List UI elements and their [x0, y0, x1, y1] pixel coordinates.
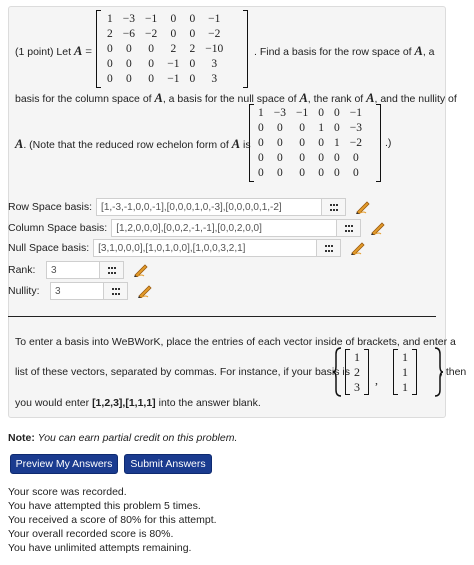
- matrix-cell: 0: [277, 121, 283, 134]
- example-basis: [333, 346, 443, 398]
- matrix-cell: 0: [258, 151, 264, 164]
- row-space-label: Row Space basis:: [8, 201, 93, 213]
- matrix-cell: 0: [126, 42, 132, 55]
- equals-sign: =: [85, 44, 93, 58]
- matrix-cell: −1: [208, 12, 221, 25]
- null-space-label: Null Space basis:: [8, 242, 90, 254]
- matrix-cell: 0: [277, 151, 283, 164]
- null-space-input[interactable]: [3,1,0,0,0],[1,0,1,0,0],[1,0,0,3,2,1]: [93, 239, 317, 257]
- matrix-cell: 0: [353, 151, 359, 164]
- matrix-cell: 0: [107, 42, 113, 55]
- status-line: Your overall recorded score is 80%.: [8, 528, 174, 540]
- matrix-cell: −3: [122, 12, 135, 25]
- problem-text-1: . Find a basis for the row space of: [254, 46, 412, 58]
- pencil-icon[interactable]: [136, 284, 154, 298]
- nullity-matrix-button[interactable]: [104, 282, 128, 300]
- matrix-cell: 0: [334, 151, 340, 164]
- grid-icon: [112, 288, 120, 295]
- pencil-icon[interactable]: [349, 241, 367, 255]
- matrix-cell: −6: [122, 27, 135, 40]
- rref-right-bracket: [376, 104, 381, 182]
- matrix-cell: 0: [318, 151, 324, 164]
- instructions-line1: To enter a basis into WeBWorK, place the entries of each vector inside of brackets, and enter a: [15, 336, 456, 348]
- var-a: A: [414, 44, 423, 58]
- col-space-label: Column Space basis:: [8, 222, 108, 234]
- matrix-a: [96, 10, 248, 88]
- grid-icon: [345, 225, 353, 232]
- row-space-matrix-button[interactable]: [322, 198, 346, 216]
- matrix-cell: 0: [318, 136, 324, 149]
- matrix-cell: 0: [277, 136, 283, 149]
- example-vector-1: 1 2 3: [345, 349, 369, 395]
- row-space-row: [8, 197, 372, 217]
- matrix-cell: 3: [211, 57, 218, 70]
- matrix-cell: 1: [107, 12, 113, 25]
- matrix-cell: 0: [126, 72, 132, 85]
- matrix-cell: 0: [148, 57, 154, 70]
- matrix-cell: 0: [299, 166, 305, 179]
- rref-table: [253, 105, 367, 180]
- col-space-input[interactable]: [1,2,0,0,0],[0,0,2,-1,-1],[0,0,2,0,0]: [111, 219, 337, 237]
- problem-text-2a: basis for the column space of: [15, 93, 152, 105]
- problem-line1-end: [254, 44, 435, 59]
- note: [8, 432, 237, 444]
- problem-line3-end: .): [385, 137, 392, 149]
- pencil-icon[interactable]: [132, 263, 150, 277]
- var-a: A: [366, 91, 375, 105]
- matrix-cell: 0: [334, 121, 340, 134]
- matrix-cell: 0: [334, 106, 340, 119]
- grid-icon: [108, 267, 116, 274]
- instructions-line3: you would enter [1,2,3],[1,1,1] into the answer blank.: [15, 397, 261, 409]
- matrix-cell: −2: [208, 27, 221, 40]
- note-label: Note:: [8, 432, 35, 444]
- matrix-cell: 1: [318, 121, 324, 134]
- null-space-matrix-button[interactable]: [317, 239, 341, 257]
- matrix-cell: 0: [170, 12, 177, 25]
- matrix-cell: −1: [145, 12, 158, 25]
- rank-matrix-button[interactable]: [100, 261, 124, 279]
- note-text: You can earn partial credit on this problem.: [37, 432, 238, 444]
- matrix-cell: −1: [349, 106, 362, 119]
- problem-text-1b: , a: [422, 46, 435, 58]
- problem-line2: [15, 91, 457, 106]
- matrix-cell: 0: [258, 121, 264, 134]
- matrix-cell: −1: [296, 106, 309, 119]
- null-space-row: [8, 238, 367, 258]
- score-status: [8, 485, 217, 555]
- nullity-input[interactable]: 3: [50, 282, 104, 300]
- grid-icon: [325, 245, 333, 252]
- matrix-cell: 1: [334, 136, 340, 149]
- nullity-row: [8, 281, 154, 301]
- matrix-cell: 0: [170, 27, 177, 40]
- preview-answers-button[interactable]: Preview My Answers: [10, 454, 118, 474]
- problem-intro: [15, 44, 92, 59]
- problem-text-3b: is: [242, 139, 251, 151]
- matrix-cell: 0: [318, 166, 324, 179]
- matrix-cell: 0: [189, 12, 196, 25]
- problem-text-2b: , a basis for the null space of: [162, 93, 297, 105]
- col-space-row: [8, 218, 387, 238]
- matrix-cell: −10: [205, 42, 224, 55]
- status-line: You have attempted this problem 5 times.: [8, 500, 201, 512]
- row-space-input[interactable]: [1,-3,-1,0,0,-1],[0,0,0,1,0,-3],[0,0,0,0,1,-2]: [96, 198, 322, 216]
- var-a: A: [73, 44, 83, 58]
- instructions-line2: list of these vectors, separated by commas. For instance, if your basis is: [15, 366, 350, 378]
- matrix-cell: 0: [318, 106, 324, 119]
- matrix-cell: −2: [349, 136, 362, 149]
- rank-row: [8, 260, 150, 280]
- matrix-a-left-bracket: [96, 10, 101, 88]
- submit-answers-button[interactable]: Submit Answers: [124, 454, 212, 474]
- status-line: You have unlimited attempts remaining.: [8, 542, 192, 554]
- matrix-cell: 2: [170, 42, 177, 55]
- matrix-cell: 3: [211, 72, 218, 85]
- matrix-cell: −2: [145, 27, 158, 40]
- example-comma: ,: [375, 373, 378, 387]
- problem-line3: [15, 137, 251, 152]
- matrix-cell: 0: [189, 72, 196, 85]
- status-line: You received a score of 80% for this attempt.: [8, 514, 217, 526]
- var-a: A: [299, 91, 308, 105]
- matrix-cell: −1: [167, 57, 180, 70]
- problem-text-2d: , and the nullity of: [374, 93, 457, 105]
- var-a: A: [15, 137, 24, 151]
- matrix-cell: 0: [189, 27, 196, 40]
- matrix-cell: 2: [189, 42, 196, 55]
- problem-text-3a: . (Note that the reduced row echelon form of: [23, 139, 229, 151]
- problem-text-2c: , the rank of: [307, 93, 364, 105]
- matrix-cell: −1: [167, 72, 180, 85]
- divider: [8, 316, 436, 317]
- matrix-cell: 0: [353, 166, 359, 179]
- points-text: (1 point) Let: [15, 46, 72, 58]
- grid-icon: [330, 204, 338, 211]
- var-a: A: [154, 91, 163, 105]
- matrix-cell: 0: [299, 151, 305, 164]
- matrix-cell: 1: [258, 106, 264, 119]
- matrix-cell: 0: [107, 57, 113, 70]
- matrix-cell: −3: [349, 121, 362, 134]
- matrix-cell: 0: [148, 42, 154, 55]
- matrix-cell: 2: [107, 27, 113, 40]
- instructions-then: , then: [440, 366, 467, 378]
- matrix-cell: 0: [148, 72, 154, 85]
- status-line: Your score was recorded.: [8, 486, 127, 498]
- pencil-icon[interactable]: [369, 221, 387, 235]
- matrix-cell: 0: [258, 136, 264, 149]
- matrix-cell: 0: [299, 121, 305, 134]
- matrix-cell: 0: [334, 166, 340, 179]
- nullity-label: Nullity:: [8, 285, 40, 297]
- matrix-cell: −3: [273, 106, 286, 119]
- var-a: A: [231, 137, 241, 151]
- matrix-cell: 0: [107, 72, 113, 85]
- example-answer: [1,2,3],[1,1,1]: [92, 397, 156, 409]
- col-space-matrix-button[interactable]: [337, 219, 361, 237]
- matrix-a-right-bracket: [243, 10, 248, 88]
- rank-label: Rank:: [8, 264, 36, 276]
- matrix-cell: 0: [126, 57, 132, 70]
- pencil-icon[interactable]: [354, 200, 372, 214]
- example-vector-2: 1 1 1: [393, 349, 417, 395]
- rank-input[interactable]: 3: [46, 261, 100, 279]
- matrix-a-table: [102, 11, 228, 86]
- matrix-cell: 0: [299, 136, 305, 149]
- matrix-cell: 0: [189, 57, 196, 70]
- rref-matrix: [249, 104, 381, 182]
- matrix-cell: 0: [277, 166, 283, 179]
- matrix-cell: 0: [258, 166, 264, 179]
